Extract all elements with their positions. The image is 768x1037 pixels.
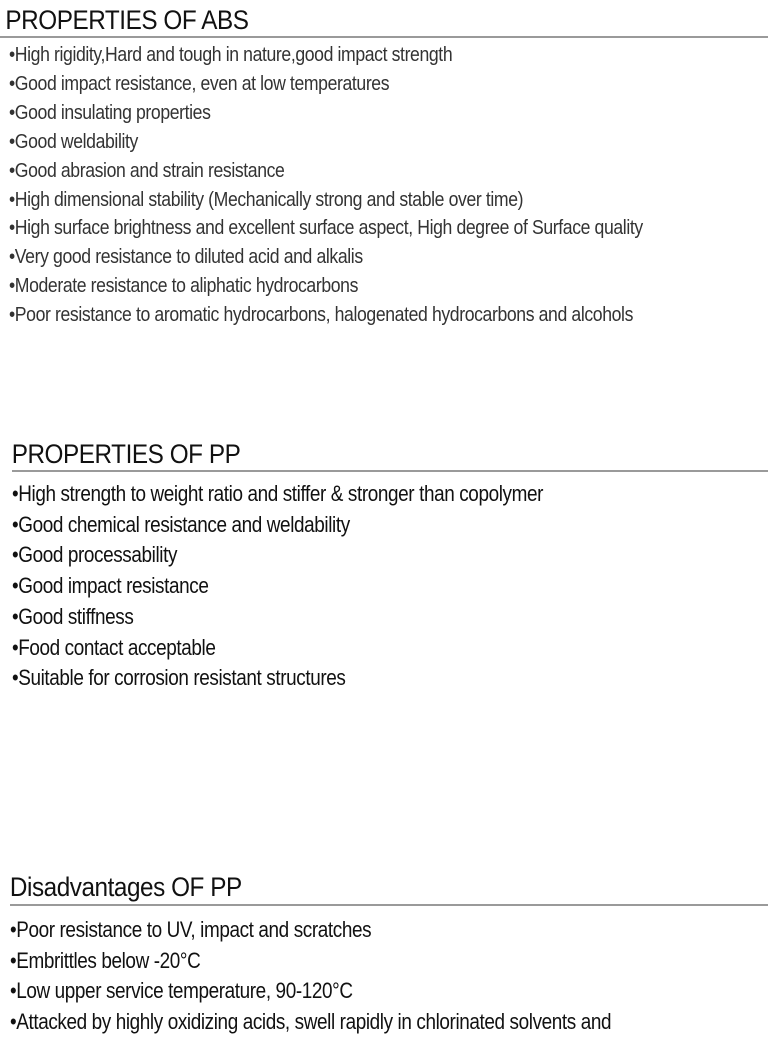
title-divider	[10, 904, 768, 906]
list-item: •Good insulating properties	[9, 99, 662, 128]
list-item: •Suitable for corrosion resistant structures	[12, 663, 662, 694]
list-item: •Moderate resistance to aliphatic hydrocarbons	[9, 272, 662, 301]
list-item: •High surface brightness and excellent surface aspect, High degree of Surface quality	[9, 214, 662, 243]
list-item: •Good processability	[12, 540, 662, 571]
list-item: •Poor resistance to UV, impact and scratches	[10, 915, 662, 946]
list-item: •Good abrasion and strain resistance	[9, 157, 662, 186]
list-item: •Very good resistance to diluted acid and alkalis	[9, 243, 662, 272]
list-item: •Good chemical resistance and weldability	[12, 510, 662, 541]
section-title: PROPERTIES OF PP	[0, 438, 691, 470]
bullet-list	[0, 479, 768, 694]
section-title: PROPERTIES OF ABS	[0, 4, 691, 36]
list-item: •High strength to weight ratio and stiffer & stronger than copolymer	[12, 479, 662, 510]
section-properties-pp	[0, 438, 768, 694]
section-title: Disadvantages OF PP	[0, 870, 691, 904]
list-item: •Good impact resistance	[12, 571, 662, 602]
list-item: •Embrittles below -20°C	[10, 946, 662, 977]
title-divider	[12, 470, 768, 472]
list-item: •Attacked by highly oxidizing acids, swell rapidly in chlorinated solvents and	[10, 1007, 662, 1037]
list-item: •Good impact resistance, even at low temperatures	[9, 70, 662, 99]
list-item: •Food contact acceptable	[12, 633, 662, 664]
title-divider	[0, 36, 768, 38]
section-disadvantages-pp	[0, 870, 768, 1037]
bullet-list	[0, 915, 768, 1037]
list-item: •High dimensional stability (Mechanically strong and stable over time)	[9, 186, 662, 215]
list-item: •Low upper service temperature, 90-120°C	[10, 976, 662, 1007]
section-properties-abs	[0, 4, 768, 330]
list-item: •Poor resistance to aromatic hydrocarbons, halogenated hydrocarbons and alcohols	[9, 301, 662, 330]
bullet-list	[0, 41, 768, 330]
list-item: •Good stiffness	[12, 602, 662, 633]
list-item: •High rigidity,Hard and tough in nature,good impact strength	[9, 41, 662, 70]
list-item: •Good weldability	[9, 128, 662, 157]
